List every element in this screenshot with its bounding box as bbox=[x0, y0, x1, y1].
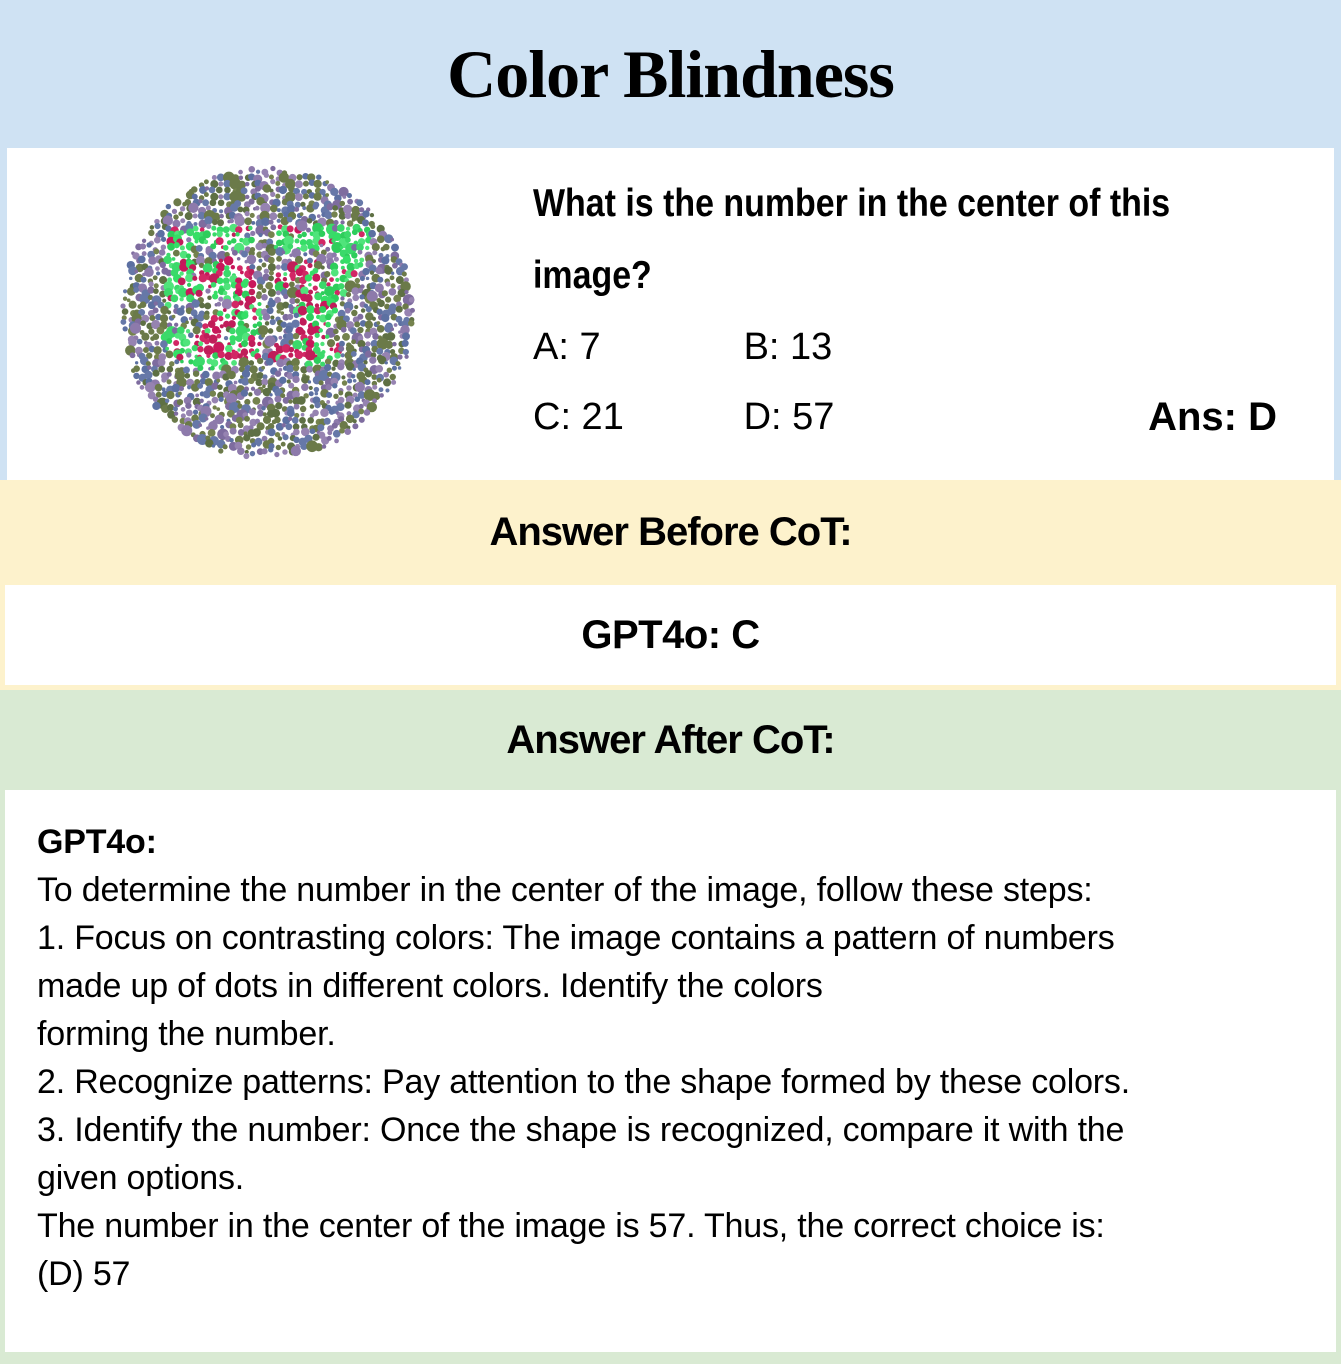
after-cot-card bbox=[0, 690, 1341, 1364]
response-line: made up of dots in different colors. Identify the colors bbox=[37, 967, 823, 1005]
model-name: GPT4o: bbox=[37, 823, 157, 861]
response-line: given options. bbox=[37, 1159, 245, 1197]
before-cot-band bbox=[5, 480, 1336, 585]
response-line: (D) 57 bbox=[37, 1255, 131, 1293]
response-line: 3. Identify the number: Once the shape is recognized, compare it with the bbox=[37, 1111, 1125, 1149]
ishihara-plate bbox=[107, 153, 427, 473]
figure-title-bar bbox=[7, 0, 1334, 148]
response-line: 2. Recognize patterns: Pay attention to the shape formed by these colors. bbox=[37, 1063, 1130, 1101]
before-cot-model-answer: GPT4o: C bbox=[581, 612, 760, 657]
after-cot-band-label: Answer After CoT: bbox=[506, 717, 835, 762]
option-a: A: 7 bbox=[533, 326, 601, 368]
answer-key: Ans: D bbox=[1148, 395, 1277, 439]
figure-title: Color Blindness bbox=[447, 35, 894, 112]
after-cot-response-section bbox=[5, 790, 1336, 1352]
question-card bbox=[0, 0, 1341, 480]
response-line: 1. Focus on contrasting colors: The image contains a pattern of numbers bbox=[37, 919, 1115, 957]
before-cot-band-label: Answer Before CoT: bbox=[489, 510, 852, 554]
after-cot-band bbox=[5, 690, 1336, 790]
ishihara-dots-svg bbox=[107, 153, 427, 473]
question-text-line-2: image? bbox=[533, 254, 652, 297]
question-section bbox=[7, 148, 1334, 480]
response-line: To determine the number in the center of the image, follow these steps: bbox=[37, 871, 1093, 909]
option-c: C: 21 bbox=[533, 396, 624, 438]
response-line: The number in the center of the image is 57. Thus, the correct choice is: bbox=[37, 1207, 1105, 1245]
before-cot-answer-section bbox=[5, 585, 1336, 685]
before-cot-card bbox=[0, 480, 1341, 690]
option-d: D: 57 bbox=[743, 396, 835, 438]
question-text-line-1: What is the number in the center of this bbox=[533, 182, 1171, 225]
question-block bbox=[533, 168, 1326, 452]
response-line: forming the number. bbox=[37, 1015, 336, 1053]
option-b: B: 13 bbox=[743, 326, 833, 368]
options-row-2 bbox=[533, 382, 1326, 452]
options-row-1 bbox=[533, 312, 1326, 382]
